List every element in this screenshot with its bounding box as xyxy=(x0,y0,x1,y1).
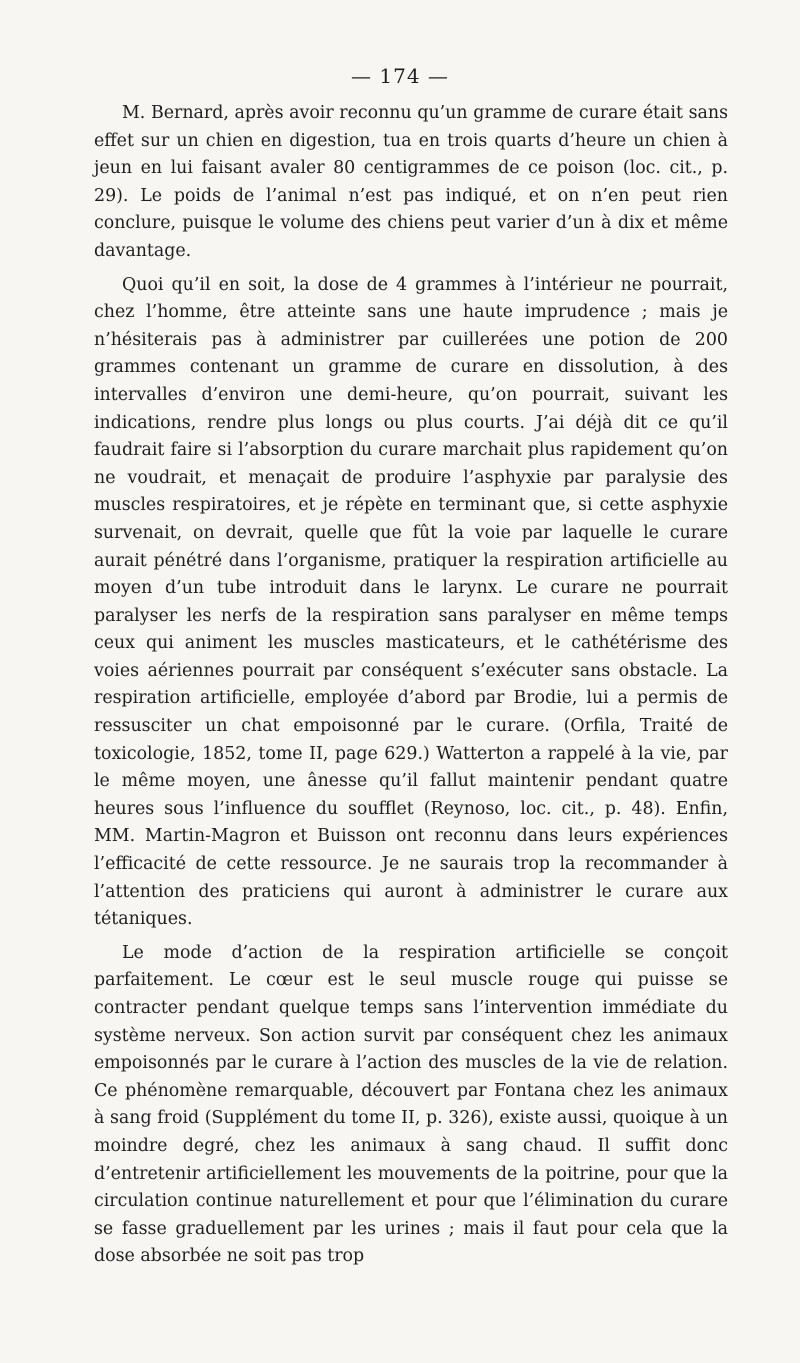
paragraph-1: M. Bernard, après avoir reconnu qu’un gramme de curare était sans effet sur un chien en digestion, tua en trois quarts d’heure un chien à jeun en lui faisant avaler 80 centigrammes de ce poison (loc. cit., p. 29). Le poids de l’animal n’est pas indiqué, et on n’en peut rien conclure, puisque le volume des chiens peut varier d’un à dix et même davantage. xyxy=(94,103,728,261)
paragraph-2: Quoi qu’il en soit, la dose de 4 grammes à l’intérieur ne pourrait, chez l’homme, être atteinte sans une haute imprudence ; mais je n’hésiterais pas à administrer par cuillerées une potion de 200 grammes contenant un gramme de curare en dissolution, à des intervalles d’environ une demi-heure, qu’on pourrait, suivant les indications, rendre plus longs ou plus courts. J’ai déjà dit ce qu’il faudrait faire si l’absorption du curare marchait plus rapidement qu’on ne voudrait, et menaçait de produire l’asphyxie par paralysie des muscles respiratoires, et je répète en terminant que, si cette asphyxie survenait, on devrait, quelle que fût la voie par laquelle le curare aurait pénétré dans l’organisme, pratiquer la respiration artificielle au moyen d’un tube introduit dans le larynx. Le curare ne pourrait paralyser les nerfs de la respiration sans paralyser en même temps ceux qui animent les muscles masticateurs, et le cathétérisme des voies aériennes pourrait par conséquent s’exécuter sans obstacle. La respiration artificielle, employée d’abord par Brodie, lui a permis de ressusciter un chat empoisonné par le curare. (Orfila, Traité de toxicologie, 1852, tome II, page 629.) Watterton a rappelé à la vie, par le même moyen, une ânesse qu’il fallut maintenir pendant quatre heures sous l’influence du soufflet (Reynoso, loc. cit., p. 48). Enfin, MM. Martin-Magron et Buisson ont reconnu dans leurs expériences l’efficacité de cette ressource. Je ne saurais trop la recommander à l’attention des praticiens qui auront à administrer le curare aux tétaniques. xyxy=(94,274,728,930)
page-number: — 174 — xyxy=(351,64,449,88)
page-body xyxy=(94,100,728,1277)
paragraph-3: Le mode d’action de la respiration artificielle se conçoit parfaitement. Le cœur est le seul muscle rouge qui puisse se contracter pendant quelque temps sans l’intervention immédiate du système nerveux. Son action survit par conséquent chez les animaux empoisonnés par le curare à l’action des muscles de la vie de relation. Ce phénomène remarquable, découvert par Fontana chez les animaux à sang froid (Supplément du tome II, p. 326), existe aussi, quoique à un moindre degré, chez les animaux à sang chaud. Il suffit donc d’entretenir artificiellement les mouvements de la poitrine, pour que la circulation continue naturellement et pour que l’élimination du curare se fasse graduellement par les urines ; mais il faut pour cela que la dose absorbée ne soit pas trop xyxy=(94,942,728,1267)
